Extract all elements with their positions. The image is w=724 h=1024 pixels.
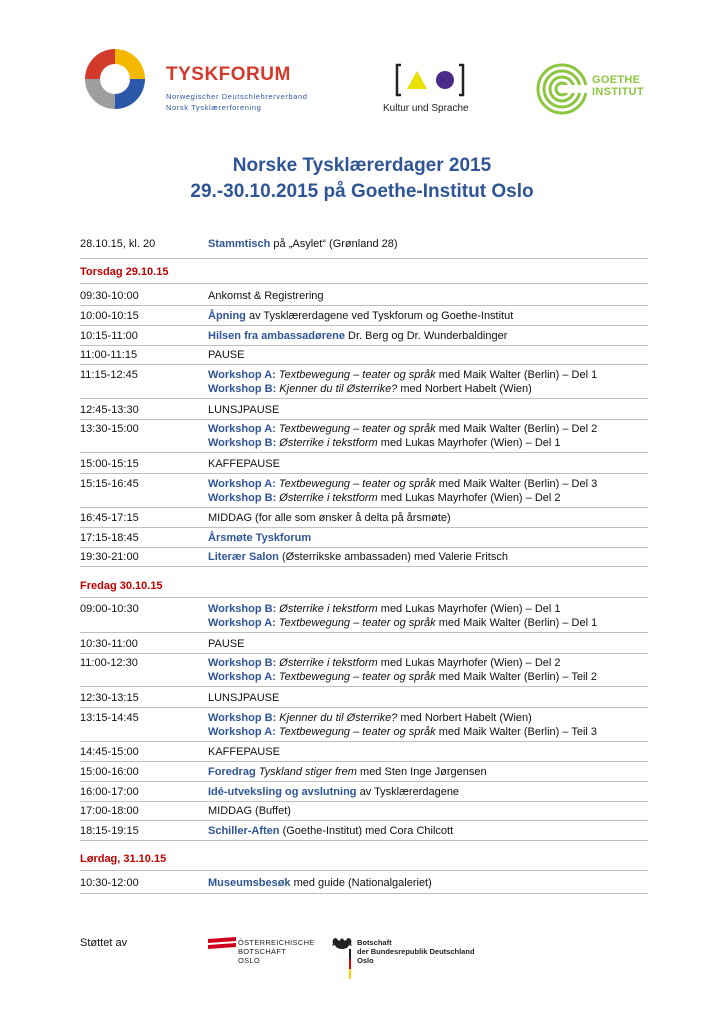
event-highlight: Workshop A: xyxy=(208,617,276,629)
event-line xyxy=(208,491,678,505)
event-text: med Lukas Mayrhofer (Wien) – Del 2 xyxy=(377,657,561,669)
event-title: Textbewegung – teater og språk xyxy=(275,369,436,381)
time-slot: 16:00-17:00 xyxy=(80,786,139,798)
event-highlight: Åpning xyxy=(208,310,246,322)
event-description xyxy=(208,477,678,505)
event-description xyxy=(208,876,678,890)
time-slot: 15:00-16:00 xyxy=(80,766,139,778)
event-highlight: Workshop B: xyxy=(208,383,277,395)
time-slot: 13:15-14:45 xyxy=(80,712,139,724)
row-divider xyxy=(80,707,648,708)
tyskforum-logo xyxy=(80,44,150,114)
kultur-und-sprache-text: Kultur und Sprache xyxy=(383,103,469,114)
supported-by-label: Støttet av xyxy=(80,937,128,949)
event-text: (Østerrikske ambassaden) med Valerie Fritsch xyxy=(278,551,508,563)
event-text: MIDDAG (Buffet) xyxy=(208,805,291,817)
event-description xyxy=(208,457,678,471)
row-divider xyxy=(80,419,648,420)
row-divider xyxy=(80,893,648,894)
event-title: Kjenner du til Østerrike? xyxy=(276,712,398,724)
event-text: Dr. Berg og Dr. Wunderbaldinger xyxy=(344,330,508,342)
event-text: (Goethe-Institut) med Cora Chilcott xyxy=(279,825,454,837)
event-description xyxy=(208,711,678,739)
event-text: med Maik Walter (Berlin) – Del 3 xyxy=(435,478,598,490)
event-title: Textbewegung – teater og språk xyxy=(275,478,436,490)
row-divider xyxy=(80,345,648,346)
time-slot: 11:00-12:30 xyxy=(80,657,138,669)
time-slot: 11:15-12:45 xyxy=(80,369,138,381)
row-divider xyxy=(80,597,648,598)
event-line xyxy=(208,711,678,725)
event-line xyxy=(208,656,678,670)
row-divider xyxy=(80,801,648,802)
row-divider xyxy=(80,781,648,782)
row-divider xyxy=(80,364,648,365)
event-description xyxy=(208,329,678,343)
event-title: Kjenner du til Østerrike? xyxy=(276,383,398,395)
event-highlight: Workshop A: xyxy=(208,478,276,490)
event-highlight: Idé-utveksling og avslutning xyxy=(208,786,357,798)
event-text: PAUSE xyxy=(208,349,245,361)
event-line xyxy=(208,368,678,382)
german-embassy-text xyxy=(357,938,475,965)
event-description xyxy=(208,289,678,303)
event-title: Textbewegung – teater og språk xyxy=(275,726,436,738)
day-heading: Torsdag 29.10.15 xyxy=(80,266,169,278)
event-title: Østerrike i tekstform xyxy=(276,603,378,615)
austrian-embassy-text xyxy=(238,938,315,965)
german-embassy-logo xyxy=(330,935,354,979)
event-line xyxy=(208,670,678,684)
event-description xyxy=(208,602,678,630)
time-slot: 19:30-21:00 xyxy=(80,551,139,563)
row-divider xyxy=(80,305,648,306)
row-divider xyxy=(80,653,648,654)
aut-line: BOTSCHAFT xyxy=(238,947,287,956)
row-divider xyxy=(80,840,648,841)
event-highlight: Schiller-Aften xyxy=(208,825,280,837)
event-description xyxy=(208,691,678,705)
event-highlight: Workshop A: xyxy=(208,369,276,381)
goethe-line: GOETHE xyxy=(592,74,641,86)
ger-line: Oslo xyxy=(357,956,374,965)
tyskforum-subtitle xyxy=(166,91,308,113)
event-description xyxy=(208,309,678,323)
event-text: med Maik Walter (Berlin) – Teil 2 xyxy=(435,671,598,683)
event-description xyxy=(208,348,678,362)
row-divider xyxy=(80,566,648,567)
event-description xyxy=(208,531,678,545)
time-slot: 09:00-10:30 xyxy=(80,603,139,615)
row-divider xyxy=(80,473,648,474)
aut-line: OSLO xyxy=(238,956,261,965)
row-divider xyxy=(80,283,648,284)
event-description xyxy=(208,824,678,838)
event-description xyxy=(208,511,678,525)
time-slot: 15:00-15:15 xyxy=(80,458,139,470)
time-slot: 18:15-19:15 xyxy=(80,825,139,837)
event-description xyxy=(208,637,678,651)
ger-line: Botschaft xyxy=(357,938,392,947)
kultur-und-sprache-logo xyxy=(395,63,465,97)
event-highlight: Workshop B: xyxy=(208,437,277,449)
event-line xyxy=(208,477,678,491)
event-highlight: Workshop A: xyxy=(208,423,276,435)
event-text: med Norbert Habelt (Wien) xyxy=(397,383,532,395)
row-divider xyxy=(80,686,648,687)
event-text: med Sten Inge Jørgensen xyxy=(356,766,487,778)
event-highlight: Museumsbesøk xyxy=(208,877,291,889)
row-divider xyxy=(80,761,648,762)
day-heading: Fredag 30.10.15 xyxy=(80,580,163,592)
event-line xyxy=(208,436,678,450)
time-slot: 10:15-11:00 xyxy=(80,330,138,342)
time-slot: 13:30-15:00 xyxy=(80,423,139,435)
event-text: med Norbert Habelt (Wien) xyxy=(397,712,532,724)
event-description xyxy=(208,368,678,396)
tyskforum-name: TYSKFORUM xyxy=(166,64,291,85)
event-highlight: Stammtisch xyxy=(208,238,271,250)
time-slot: 15:15-16:45 xyxy=(80,478,139,490)
event-highlight: Årsmøte Tyskforum xyxy=(208,532,312,544)
time-slot: 10:00-10:15 xyxy=(80,310,139,322)
event-text: med Maik Walter (Berlin) – Teil 3 xyxy=(435,726,598,738)
row-divider xyxy=(80,820,648,821)
event-line xyxy=(208,422,678,436)
event-text: med Lukas Mayrhofer (Wien) – Del 1 xyxy=(377,437,561,449)
event-title: Østerrike i tekstform xyxy=(276,657,378,669)
event-description xyxy=(208,656,678,684)
event-text: med Maik Walter (Berlin) – Del 1 xyxy=(435,369,598,381)
row-divider xyxy=(80,325,648,326)
event-text: PAUSE xyxy=(208,638,245,650)
event-highlight: Hilsen fra ambassadørene xyxy=(208,330,345,342)
row-divider xyxy=(80,258,648,259)
event-text: MIDDAG (for alle som ønsker å delta på årsmøte) xyxy=(208,512,451,524)
tyskforum-sub-line: Norsk Tysklærerforening xyxy=(166,103,262,112)
event-line xyxy=(208,725,678,739)
day-heading: Lørdag, 31.10.15 xyxy=(80,853,167,865)
event-text: med guide (Nationalgaleriet) xyxy=(290,877,432,889)
event-title: Østerrike i tekstform xyxy=(276,492,378,504)
event-line xyxy=(208,382,678,396)
time-slot: 11:00-11:15 xyxy=(80,349,138,361)
event-line xyxy=(208,602,678,616)
event-highlight: Workshop A: xyxy=(208,671,276,683)
time-slot: 10:30-12:00 xyxy=(80,877,139,889)
time-slot: 17:00-18:00 xyxy=(80,805,139,817)
event-text: med Lukas Mayrhofer (Wien) – Del 2 xyxy=(377,492,561,504)
row-divider xyxy=(80,398,648,399)
time-slot: 12:45-13:30 xyxy=(80,404,139,416)
event-description xyxy=(208,550,678,564)
event-text: KAFFEPAUSE xyxy=(208,746,280,758)
event-highlight: Workshop B: xyxy=(208,712,277,724)
event-description xyxy=(208,785,678,799)
event-title: Østerrike i tekstform xyxy=(276,437,378,449)
event-highlight: Workshop B: xyxy=(208,657,277,669)
row-divider xyxy=(80,741,648,742)
event-description xyxy=(208,765,678,779)
event-description xyxy=(208,804,678,818)
time-slot: 10:30-11:00 xyxy=(80,638,138,650)
time-slot: 14:45-15:00 xyxy=(80,746,139,758)
event-highlight: Workshop A: xyxy=(208,726,276,738)
event-line xyxy=(208,616,678,630)
document-subtitle: 29.-30.10.2015 på Goethe-Institut Oslo xyxy=(190,181,534,202)
time-slot: 12:30-13:15 xyxy=(80,692,139,704)
event-highlight: Workshop B: xyxy=(208,492,277,504)
goethe-institut-logo xyxy=(536,63,588,115)
event-description xyxy=(208,403,678,417)
event-text: av Tysklærerdagene xyxy=(356,786,460,798)
event-highlight: Literær Salon xyxy=(208,551,279,563)
event-text: LUNSJPAUSE xyxy=(208,692,280,704)
event-highlight: Foredrag xyxy=(208,766,256,778)
event-description xyxy=(208,422,678,450)
row-divider xyxy=(80,527,648,528)
event-title: Tyskland stiger frem xyxy=(255,766,357,778)
row-divider xyxy=(80,452,648,453)
event-description xyxy=(208,237,678,251)
document-title: Norske Tysklærerdager 2015 xyxy=(232,155,492,176)
row-divider xyxy=(80,870,648,871)
event-text: LUNSJPAUSE xyxy=(208,404,280,416)
aut-line: ÖSTERREICHISCHE xyxy=(238,938,315,947)
time-slot: 09:30-10:00 xyxy=(80,290,139,302)
row-divider xyxy=(80,632,648,633)
event-text: av Tysklærerdagene ved Tyskforum og Goethe-Institut xyxy=(245,310,514,322)
goethe-line: INSTITUT xyxy=(592,86,644,98)
event-text: med Lukas Mayrhofer (Wien) – Del 1 xyxy=(377,603,561,615)
event-text: med Maik Walter (Berlin) – Del 2 xyxy=(435,423,598,435)
time-slot: 17:15-18:45 xyxy=(80,532,139,544)
event-title: Textbewegung – teater og språk xyxy=(275,617,436,629)
event-highlight: Workshop B: xyxy=(208,603,277,615)
time-slot: 16:45-17:15 xyxy=(80,512,139,524)
tyskforum-sub-line: Norwegischer Deutschlehrerverband xyxy=(166,92,308,101)
austrian-embassy-logo xyxy=(208,937,236,951)
row-divider xyxy=(80,547,648,548)
goethe-institut-text xyxy=(592,74,644,98)
event-text: Ankomst & Registrering xyxy=(208,290,324,302)
event-text: med Maik Walter (Berlin) – Del 1 xyxy=(435,617,598,629)
event-text: KAFFEPAUSE xyxy=(208,458,280,470)
event-title: Textbewegung – teater og språk xyxy=(275,671,436,683)
event-title: Textbewegung – teater og språk xyxy=(275,423,436,435)
header-logos xyxy=(0,0,724,130)
event-text: på „Asylet“ (Grønland 28) xyxy=(270,238,398,250)
row-divider xyxy=(80,507,648,508)
ger-line: der Bundesrepublik Deutschland xyxy=(357,947,475,956)
event-description xyxy=(208,745,678,759)
time-slot: 28.10.15, kl. 20 xyxy=(80,238,156,250)
